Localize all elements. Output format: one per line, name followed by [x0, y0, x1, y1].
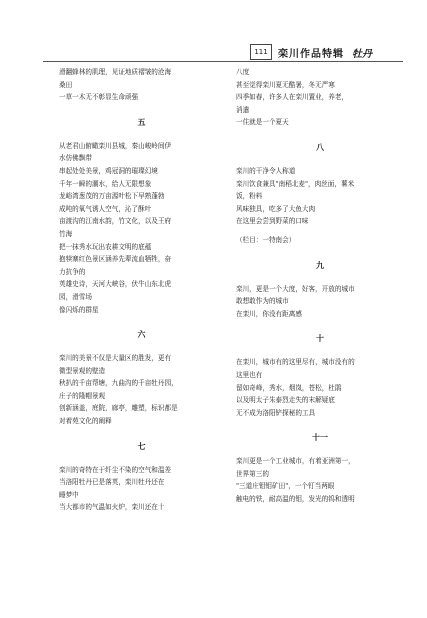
section-heading-10: 十	[316, 333, 324, 344]
text-line: 消遣	[236, 105, 250, 114]
section-heading-8: 八	[316, 141, 324, 152]
text-line: 风味独具，吃多了大鱼大肉	[236, 204, 316, 213]
text-line: 当大都市的气温如火炉，栾川还在十	[59, 503, 165, 512]
text-line: 一草一木无不彰显生命顽强	[59, 93, 139, 102]
section-heading-11: 十一	[312, 432, 328, 443]
text-line: 栾川的美景不仅是大量区的胜发，更有	[59, 354, 172, 363]
section-title: 栾川作品特辑	[278, 48, 344, 60]
poem-stanza	[236, 356, 404, 419]
text-line: 无不成为洛阳铲探秘的工具	[236, 408, 316, 417]
text-line: 栾川的干净令人称道	[236, 166, 296, 175]
text-line: 这里也有	[236, 370, 263, 379]
text-line: 把一抹秀水玩出农耕文明的底蕴	[59, 242, 152, 251]
text-line: 庄子的隆帽景观	[59, 391, 106, 400]
text-line: 饭，粉料	[236, 192, 263, 201]
poem-stanza	[59, 66, 224, 104]
section-heading-6: 六	[137, 329, 146, 340]
text-line: 园，滑雪场	[59, 292, 92, 301]
text-line: 力抗争的	[59, 267, 86, 276]
text-line: 千年一瞬的潮水，给人无限想象	[59, 179, 152, 188]
section-heading-9: 九	[316, 259, 324, 270]
poem-stanza	[236, 455, 404, 505]
text-line: 栾川更是一个工业城市，有着亚洲第一，	[236, 457, 355, 466]
poem-stanza	[236, 66, 404, 129]
text-line: 亩渡沟的江南水韵，竹文化，以及王府	[59, 217, 172, 226]
text-line: 在栾川，你没有距离感	[236, 309, 302, 318]
text-line: 触电的铁，耐高温的钼，发光的钨和透明	[236, 495, 355, 504]
text-line: 龙峪湾葱茂的万亩源叶松下早熟蓬勃	[59, 192, 165, 201]
text-line: 对着苑文化的阐释	[59, 417, 112, 426]
page-header	[250, 44, 403, 60]
text-line: 八度	[236, 68, 250, 76]
left-column	[59, 66, 224, 514]
magazine-logo: 牡丹	[352, 48, 372, 60]
text-line: 抱犊寨红色景区涵养先辈流血牺牲，奋	[59, 255, 172, 264]
text-line: 在这里会尝到野菜的口味	[236, 217, 309, 226]
text-line: 秋扒的千亩帮塘，九曲沟的千亩牡丹园，	[59, 379, 178, 388]
text-line: 世界第三的	[236, 469, 269, 478]
text-line: 栾川，更是一个大度，好客，开放的城市	[236, 284, 355, 293]
text-line: 一住就是一个夏天	[236, 118, 289, 127]
text-line: 桑田	[59, 80, 73, 89]
poem-stanza	[236, 283, 404, 321]
text-line: 在栾川，城市有的这里尽有，城市没有的	[236, 358, 355, 367]
poem-stanza	[59, 352, 224, 428]
text-line: 从老君山俯瞰栾川县城，秦山峻岭间伊	[59, 141, 172, 150]
text-line: 栾川饮食兼具"南稻北麦"，肉丝面，薯米	[236, 179, 355, 188]
text-line: 留如奇峰，秀水，烟岚，苍松，杜鹃	[236, 383, 342, 392]
text-line: 滑翻蜂林的肌理，见证地质褶皱的沧海	[59, 68, 172, 76]
text-line: 像闪烁的群星	[59, 305, 99, 314]
poem-stanza	[59, 464, 224, 514]
text-line: 创新涵盖，庭院，廊亭，雕塑，标识都是	[59, 404, 178, 413]
section-heading-5: 五	[137, 116, 146, 127]
poem-stanza	[59, 140, 224, 316]
header-rule	[43, 61, 403, 62]
page-number: 111	[250, 44, 272, 60]
text-line: 甚至觉得栾川夏无酷暑，冬无严寒	[236, 80, 335, 89]
text-line: 当洛阳牡丹已是落英，栾川牡丹还在	[59, 478, 165, 487]
text-line: 微型景观的壁造	[59, 366, 106, 375]
text-line: 水仿佛飘带	[59, 154, 92, 163]
section-heading-7: 七	[137, 440, 146, 451]
text-line: 串起处处美景，鸡冠洞的璀璨幻境	[59, 166, 158, 175]
text-line: 成吨的氧气诱人空气，沁了酥叶	[59, 204, 152, 213]
text-line: 四季如春，许多人在栾川置业，养老，	[236, 93, 349, 102]
text-line: 以及明太子朱泰烈走失的末解疑底	[236, 396, 335, 405]
poem-stanza	[236, 165, 404, 228]
column-note: （栏目：一特南会）	[236, 235, 296, 244]
text-line: 英雄史诗，天河大峡谷，伏牛山东北虎	[59, 280, 172, 289]
text-line: 睡梦中	[59, 490, 79, 499]
text-line: 栾川的奇特在于纤尘不染的空气和温差	[59, 465, 172, 474]
text-line: "三道庄钼钼矿田"，一个钉当两眼	[236, 482, 335, 491]
text-line: 敢想敢作为的城市	[236, 297, 289, 306]
text-line: 竹海	[59, 229, 73, 238]
right-column	[236, 66, 404, 506]
